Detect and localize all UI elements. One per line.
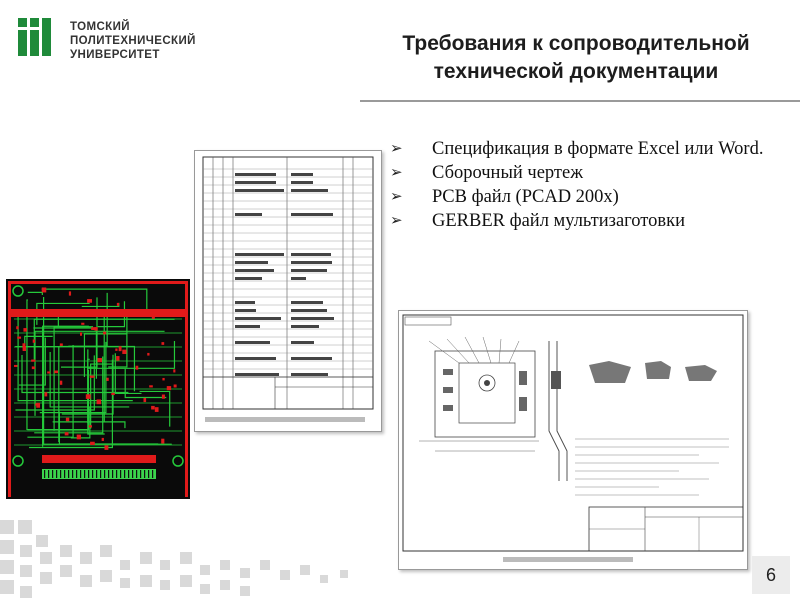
decorative-square [260,560,270,570]
page-number: 6 [765,564,776,585]
requirements-list [390,138,772,234]
list-item [390,210,772,233]
decorative-square [100,570,112,582]
decorative-square [340,570,348,578]
decorative-square [40,572,52,584]
decorative-square [180,575,192,587]
decorative-square [36,535,48,547]
assembly-drawing-graphic [399,311,747,569]
decorative-square [0,520,14,534]
list-item [390,162,772,185]
arrow-bullet-icon: ➢ [390,165,403,181]
decorative-square [140,575,152,587]
title-divider [360,100,800,102]
decorative-square [120,578,130,588]
list-item-text: Спецификация в формате Excel или Word. [432,139,764,159]
arrow-bullet-icon: ➢ [390,141,403,157]
decorative-square [0,540,14,554]
decorative-square [300,565,310,575]
decorative-square [180,552,192,564]
slide-title-line-1: Требования к сопроводительной [402,32,750,55]
decorative-square [220,580,230,590]
logo-text [70,20,196,62]
arrow-bullet-icon: ➢ [390,213,403,229]
list-item-text: GERBER файл мультизаготовки [432,211,686,231]
list-item-text: PCB файл (PCAD 200x) [432,187,619,207]
decorative-square [200,584,210,594]
decorative-square [200,565,210,575]
decorative-square [0,560,14,574]
decorative-square [20,545,32,557]
logo-line-3: УНИВЕРСИТЕТ [70,49,160,61]
decorative-square [60,565,72,577]
decorative-square [0,580,14,594]
assembly-drawing-image [398,310,748,570]
decorative-square [20,586,32,598]
arrow-bullet-icon: ➢ [390,189,403,205]
page-number-badge [752,556,790,594]
decorative-square [160,580,170,590]
list-item [390,186,772,209]
decorative-square [160,560,170,570]
decorative-square [220,560,230,570]
list-item-text: Сборочный чертеж [432,163,584,183]
logo-line-2: ПОЛИТЕХНИЧЕСКИЙ [70,35,196,47]
slide-title-line-2: технической документации [433,60,719,83]
decorative-square [60,545,72,557]
decorative-square [280,570,290,580]
decorative-square [40,552,52,564]
slide-title [360,30,792,86]
pcb-layout-graphic [6,279,190,499]
decorative-square [100,545,112,557]
specification-drawing-image [194,150,382,432]
decorative-square [120,560,130,570]
pcb-layout-image [6,279,190,499]
decorative-square [240,568,250,578]
university-logo [18,18,228,68]
decorative-square [240,586,250,596]
logo-mark-icon [18,18,62,62]
decorative-square [80,552,92,564]
list-item [390,138,772,161]
decorative-square [20,565,32,577]
decorative-square [80,575,92,587]
decorative-square [140,552,152,564]
logo-line-1: ТОМСКИЙ [70,21,130,33]
decorative-square [18,520,32,534]
decorative-square [320,575,328,583]
specification-table-graphic [195,151,381,431]
